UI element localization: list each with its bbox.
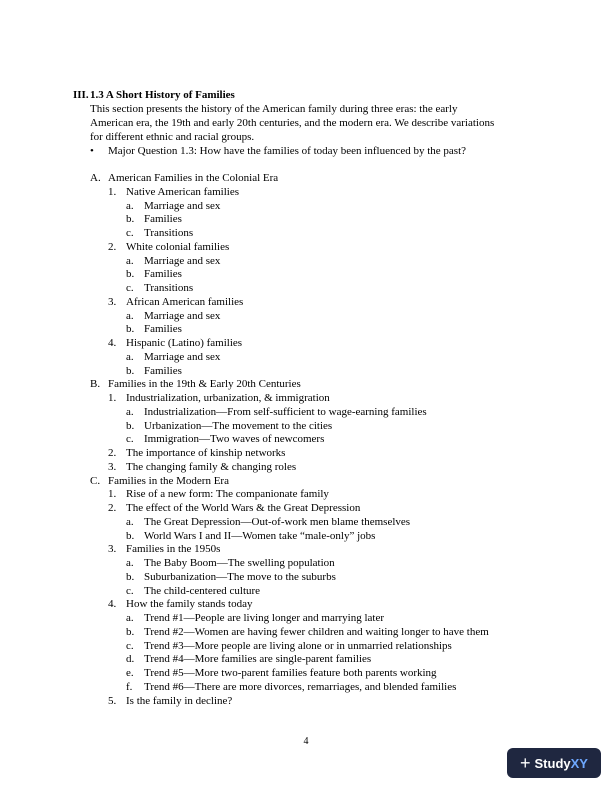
outline-item: How the family stands today: [126, 598, 253, 611]
outline-marker: 1.: [108, 185, 117, 198]
outline-item: Families in the 1950s: [126, 543, 221, 556]
outline-marker: 2.: [108, 447, 117, 459]
outline-item: Trend #4—More families are single-parent families: [144, 653, 372, 666]
outline-item: The child-centered culture: [144, 584, 261, 597]
outline-item: White colonial families: [126, 240, 230, 253]
outline-marker: a.: [126, 405, 134, 418]
outline-marker: c.: [126, 282, 134, 294]
outline-marker: 3.: [108, 295, 117, 308]
outline-item: Marriage and sex: [144, 350, 221, 363]
outline-item: Families: [144, 268, 182, 281]
outline-marker: b.: [126, 419, 135, 432]
outline-marker: f.: [126, 680, 133, 693]
outline-marker: 2.: [108, 502, 117, 514]
outline-marker: b.: [126, 625, 135, 638]
intro-line-3: for different ethnic and racial groups.: [90, 131, 255, 143]
outline-item: Is the family in decline?: [126, 694, 233, 707]
section-title: 1.3 A Short History of Families: [90, 89, 235, 101]
outline-marker: c.: [126, 433, 134, 446]
outline-marker: a.: [126, 350, 134, 363]
outline-item: Families in the 19th & Early 20th Centuries: [108, 378, 301, 391]
outline-marker: c.: [126, 639, 134, 652]
outline-item: The Great Depression—Out-of-work men blame themselves: [144, 515, 411, 528]
outline-item: Immigration—Two waves of newcomers: [144, 433, 325, 446]
outline-item: Families: [144, 323, 182, 336]
plus-icon: +: [520, 753, 531, 773]
outline-marker: a.: [126, 199, 134, 212]
outline-item: The effect of the World Wars & the Great Depression: [126, 502, 361, 514]
outline-marker: B.: [90, 378, 101, 391]
outline-item: Hispanic (Latino) families: [126, 337, 243, 349]
outline-item: Suburbanization—The move to the suburbs: [144, 570, 336, 583]
outline-marker: 1.: [108, 488, 117, 501]
outline-marker: a.: [126, 515, 134, 528]
watermark-text: StudyXY: [534, 755, 588, 771]
outline-marker: c.: [126, 227, 134, 239]
outline-item: Transitions: [144, 282, 194, 294]
outline-item: Trend #2—Women are having fewer children and waiting longer to have them: [144, 625, 489, 638]
outline-marker: b.: [126, 213, 135, 226]
outline-item: Urbanization—The movement to the cities: [144, 419, 333, 432]
outline-marker: b.: [126, 364, 135, 377]
outline-item: Trend #6—There are more divorces, remarriages, and blended families: [144, 680, 457, 693]
outline-item: The changing family & changing roles: [126, 460, 297, 473]
outline-item: Marriage and sex: [144, 199, 221, 212]
outline-item: The importance of kinship networks: [126, 447, 286, 459]
outline-item: Families: [144, 364, 182, 377]
intro-line-1: This section presents the history of the American family during three eras: the early: [90, 103, 458, 115]
outline-marker: C.: [90, 474, 101, 487]
outline-item: Rise of a new form: The companionate family: [126, 488, 329, 501]
outline-marker: 3.: [108, 460, 117, 473]
outline-item: The Baby Boom—The swelling population: [144, 557, 335, 569]
outline-item: Marriage and sex: [144, 254, 221, 267]
outline-item: Families in the Modern Era: [108, 474, 229, 487]
major-question: Major Question 1.3: How have the families of today been influenced by the past?: [108, 145, 467, 157]
page-number: 4: [303, 736, 309, 747]
outline-item: Marriage and sex: [144, 309, 221, 322]
outline-marker: b.: [126, 323, 135, 336]
outline-marker: b.: [126, 529, 135, 542]
outline-marker: a.: [126, 254, 134, 267]
section-number: III.: [73, 89, 89, 101]
outline-item: American Families in the Colonial Era: [108, 172, 279, 184]
outline-item: Industrialization, urbanization, & immigration: [126, 392, 330, 404]
outline-marker: b.: [126, 268, 135, 281]
outline-item: Transitions: [144, 227, 194, 239]
studyxy-watermark[interactable]: [507, 748, 601, 778]
outline-marker: 4.: [108, 337, 117, 349]
outline-marker: A.: [90, 172, 101, 184]
outline-item: African American families: [126, 295, 244, 308]
outline-item: World Wars I and II—Women take “male-only” jobs: [144, 529, 376, 542]
outline-marker: a.: [126, 557, 134, 569]
outline-marker: 3.: [108, 543, 117, 556]
outline-marker: a.: [126, 309, 134, 322]
outline-item: Trend #3—More people are living alone or in unmarried relationships: [144, 639, 452, 652]
outline-marker: b.: [126, 570, 135, 583]
outline-marker: 4.: [108, 598, 117, 611]
outline-marker: 5.: [108, 694, 117, 707]
outline-marker: 1.: [108, 392, 117, 404]
outline-marker: e.: [126, 667, 134, 679]
intro-line-2: American era, the 19th and early 20th centuries, and the modern era. We describe variations: [90, 117, 495, 129]
outline-item: Native American families: [126, 185, 240, 198]
outline-item: Industrialization—From self-sufficient to wage-earning families: [144, 405, 427, 418]
bullet-icon: •: [90, 145, 94, 157]
outline-marker: 2.: [108, 240, 117, 253]
outline-item: Families: [144, 213, 182, 226]
outline-item: Trend #5—More two-parent families feature both parents working: [144, 667, 437, 679]
outline-marker: d.: [126, 653, 135, 666]
outline-marker: a.: [126, 612, 134, 624]
outline-item: Trend #1—People are living longer and marrying later: [144, 612, 385, 624]
outline-marker: c.: [126, 584, 134, 597]
